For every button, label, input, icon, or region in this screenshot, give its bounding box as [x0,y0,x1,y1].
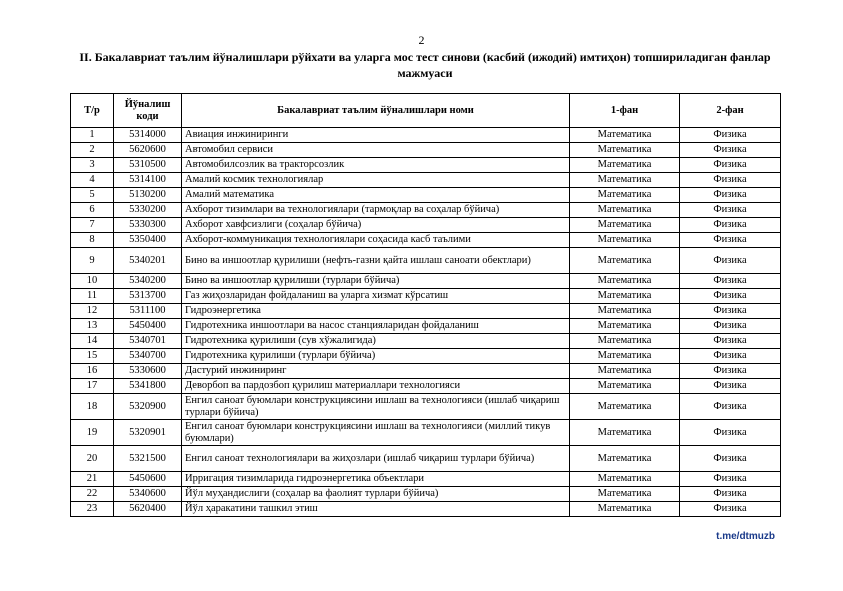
cell-name: Автомобил сервиси [182,143,570,158]
cell-num: 9 [71,248,114,274]
subjects-table-container [70,93,780,517]
cell-s1: Математика [570,203,680,218]
cell-name: Автомобилсозлик ва тракторсозлик [182,158,570,173]
cell-code: 5310500 [114,158,182,173]
cell-code: 5340200 [114,274,182,289]
cell-name: Гидроэнергетика [182,304,570,319]
cell-s2: Физика [680,203,781,218]
cell-name: Ирригация тизимларида гидроэнергетика объектлари [182,472,570,487]
cell-s2: Физика [680,502,781,517]
cell-code: 5341800 [114,379,182,394]
cell-s1: Математика [570,446,680,472]
cell-num: 21 [71,472,114,487]
cell-s1: Математика [570,379,680,394]
cell-name: Енгил саноат буюмлари конструкциясини ишлаш ва технологияси (ишлаб чиқариш турлари бўйича) [182,394,570,420]
cell-num: 4 [71,173,114,188]
cell-name: Газ жиҳозларидан фойдаланиш ва уларга хизмат кўрсатиш [182,289,570,304]
table-row [71,274,781,289]
cell-num: 20 [71,446,114,472]
table-row [71,334,781,349]
cell-name: Бино ва иншоотлар қурилиши (нефть-газни қайта ишлаш саноати обектлари) [182,248,570,274]
cell-num: 15 [71,349,114,364]
cell-s1: Математика [570,233,680,248]
cell-code: 5311100 [114,304,182,319]
cell-name: Ахборот хавфсизлиги (соҳалар бўйича) [182,218,570,233]
cell-code: 5130200 [114,188,182,203]
cell-s2: Физика [680,334,781,349]
table-row [71,233,781,248]
table-row [71,188,781,203]
cell-code: 5340600 [114,487,182,502]
cell-name: Гидротехника қурилиши (турлари бўйича) [182,349,570,364]
cell-s2: Физика [680,274,781,289]
cell-num: 17 [71,379,114,394]
table-row [71,472,781,487]
cell-s1: Математика [570,173,680,188]
cell-s1: Математика [570,502,680,517]
cell-name: Йўл ҳаракатини ташкил этиш [182,502,570,517]
cell-s1: Математика [570,143,680,158]
page-heading: II. Бакалавриат таълим йўналишлари рўйхати ва уларга мос тест синови (касбий (ижодий) имтиҳон) топшириладиган фанлар мажмуаси [79,50,771,80]
cell-num: 12 [71,304,114,319]
table-row [71,173,781,188]
cell-s1: Математика [570,128,680,143]
cell-num: 1 [71,128,114,143]
cell-s2: Физика [680,128,781,143]
cell-s1: Математика [570,334,680,349]
cell-s1: Математика [570,394,680,420]
cell-num: 14 [71,334,114,349]
cell-code: 5330600 [114,364,182,379]
header-subject1: 1-фан [570,94,680,128]
cell-s2: Физика [680,319,781,334]
cell-s1: Математика [570,420,680,446]
cell-num: 23 [71,502,114,517]
table-row [71,218,781,233]
cell-num: 16 [71,364,114,379]
table-header-row [71,94,781,128]
header-code: Йўналиш коди [114,94,182,128]
cell-num: 19 [71,420,114,446]
cell-name: Ахборот-коммуникация технологиялари соҳасида касб таълими [182,233,570,248]
cell-code: 5321500 [114,446,182,472]
cell-num: 22 [71,487,114,502]
cell-s2: Физика [680,233,781,248]
cell-s1: Математика [570,274,680,289]
cell-name: Йўл муҳандислиги (соҳалар ва фаолият турлари бўйича) [182,487,570,502]
cell-s2: Физика [680,248,781,274]
cell-num: 6 [71,203,114,218]
cell-name: Енгил саноат буюмлари конструкциясини ишлаш ва технологияси (миллий тикув буюмлари) [182,420,570,446]
cell-code: 5340700 [114,349,182,364]
cell-num: 18 [71,394,114,420]
table-row [71,143,781,158]
cell-code: 5450600 [114,472,182,487]
cell-name: Енгил саноат технологиялари ва жиҳозлари (ишлаб чиқариш турлари бўйича) [182,446,570,472]
table-row [71,289,781,304]
cell-s2: Физика [680,379,781,394]
cell-code: 5450400 [114,319,182,334]
cell-s1: Математика [570,304,680,319]
cell-name: Амалий математика [182,188,570,203]
table-row [71,487,781,502]
header-subject2: 2-фан [680,94,781,128]
cell-code: 5320900 [114,394,182,420]
cell-s2: Физика [680,446,781,472]
cell-num: 10 [71,274,114,289]
cell-s1: Математика [570,248,680,274]
cell-num: 8 [71,233,114,248]
cell-s2: Физика [680,420,781,446]
cell-code: 5314100 [114,173,182,188]
header-name: Бакалавриат таълим йўналишлари номи [182,94,570,128]
cell-s2: Физика [680,289,781,304]
table-row [71,158,781,173]
table-body [71,128,781,517]
cell-s2: Физика [680,394,781,420]
cell-s1: Математика [570,188,680,203]
cell-code: 5330300 [114,218,182,233]
cell-s2: Физика [680,143,781,158]
table-row [71,446,781,472]
cell-num: 2 [71,143,114,158]
table-row [71,394,781,420]
cell-s1: Математика [570,289,680,304]
page-number: 2 [418,33,425,47]
cell-s2: Физика [680,487,781,502]
table-row [71,319,781,334]
cell-name: Дастурий инжиниринг [182,364,570,379]
cell-num: 5 [71,188,114,203]
cell-num: 13 [71,319,114,334]
cell-s2: Физика [680,349,781,364]
cell-s2: Физика [680,173,781,188]
cell-code: 5340201 [114,248,182,274]
cell-s2: Физика [680,472,781,487]
cell-s1: Математика [570,472,680,487]
table-row [71,248,781,274]
cell-s2: Физика [680,304,781,319]
cell-code: 5330200 [114,203,182,218]
cell-code: 5314000 [114,128,182,143]
table-row [71,420,781,446]
table-row [71,128,781,143]
cell-num: 7 [71,218,114,233]
cell-s2: Физика [680,158,781,173]
cell-name: Гидротехника иншоотлари ва насос станцияларидан фойдаланиш [182,319,570,334]
table-row [71,349,781,364]
cell-s2: Физика [680,218,781,233]
cell-s1: Математика [570,319,680,334]
table-row [71,304,781,319]
telegram-source-link[interactable]: t.me/dtmuzb [716,531,775,542]
subjects-table [70,93,781,517]
table-row [71,379,781,394]
cell-s1: Математика [570,487,680,502]
cell-code: 5620400 [114,502,182,517]
cell-num: 3 [71,158,114,173]
header-num: Т/р [71,94,114,128]
cell-code: 5313700 [114,289,182,304]
cell-s1: Математика [570,158,680,173]
cell-name: Ахборот тизимлари ва технологиялари (тармоқлар ва соҳалар бўйича) [182,203,570,218]
cell-name: Гидротехника қурилиши (сув хўжалигида) [182,334,570,349]
cell-name: Амалий космик технологиялар [182,173,570,188]
cell-s1: Математика [570,349,680,364]
cell-name: Бино ва иншоотлар қурилиши (турлари бўйича) [182,274,570,289]
cell-code: 5620600 [114,143,182,158]
cell-num: 11 [71,289,114,304]
cell-s2: Физика [680,188,781,203]
table-row [71,203,781,218]
cell-name: Авиация инжиниринги [182,128,570,143]
cell-code: 5340701 [114,334,182,349]
cell-code: 5350400 [114,233,182,248]
cell-s1: Математика [570,218,680,233]
table-row [71,364,781,379]
cell-code: 5320901 [114,420,182,446]
table-row [71,502,781,517]
cell-s2: Физика [680,364,781,379]
cell-s1: Математика [570,364,680,379]
cell-name: Деворбоп ва пардозбоп қурилиш материаллари технологияси [182,379,570,394]
